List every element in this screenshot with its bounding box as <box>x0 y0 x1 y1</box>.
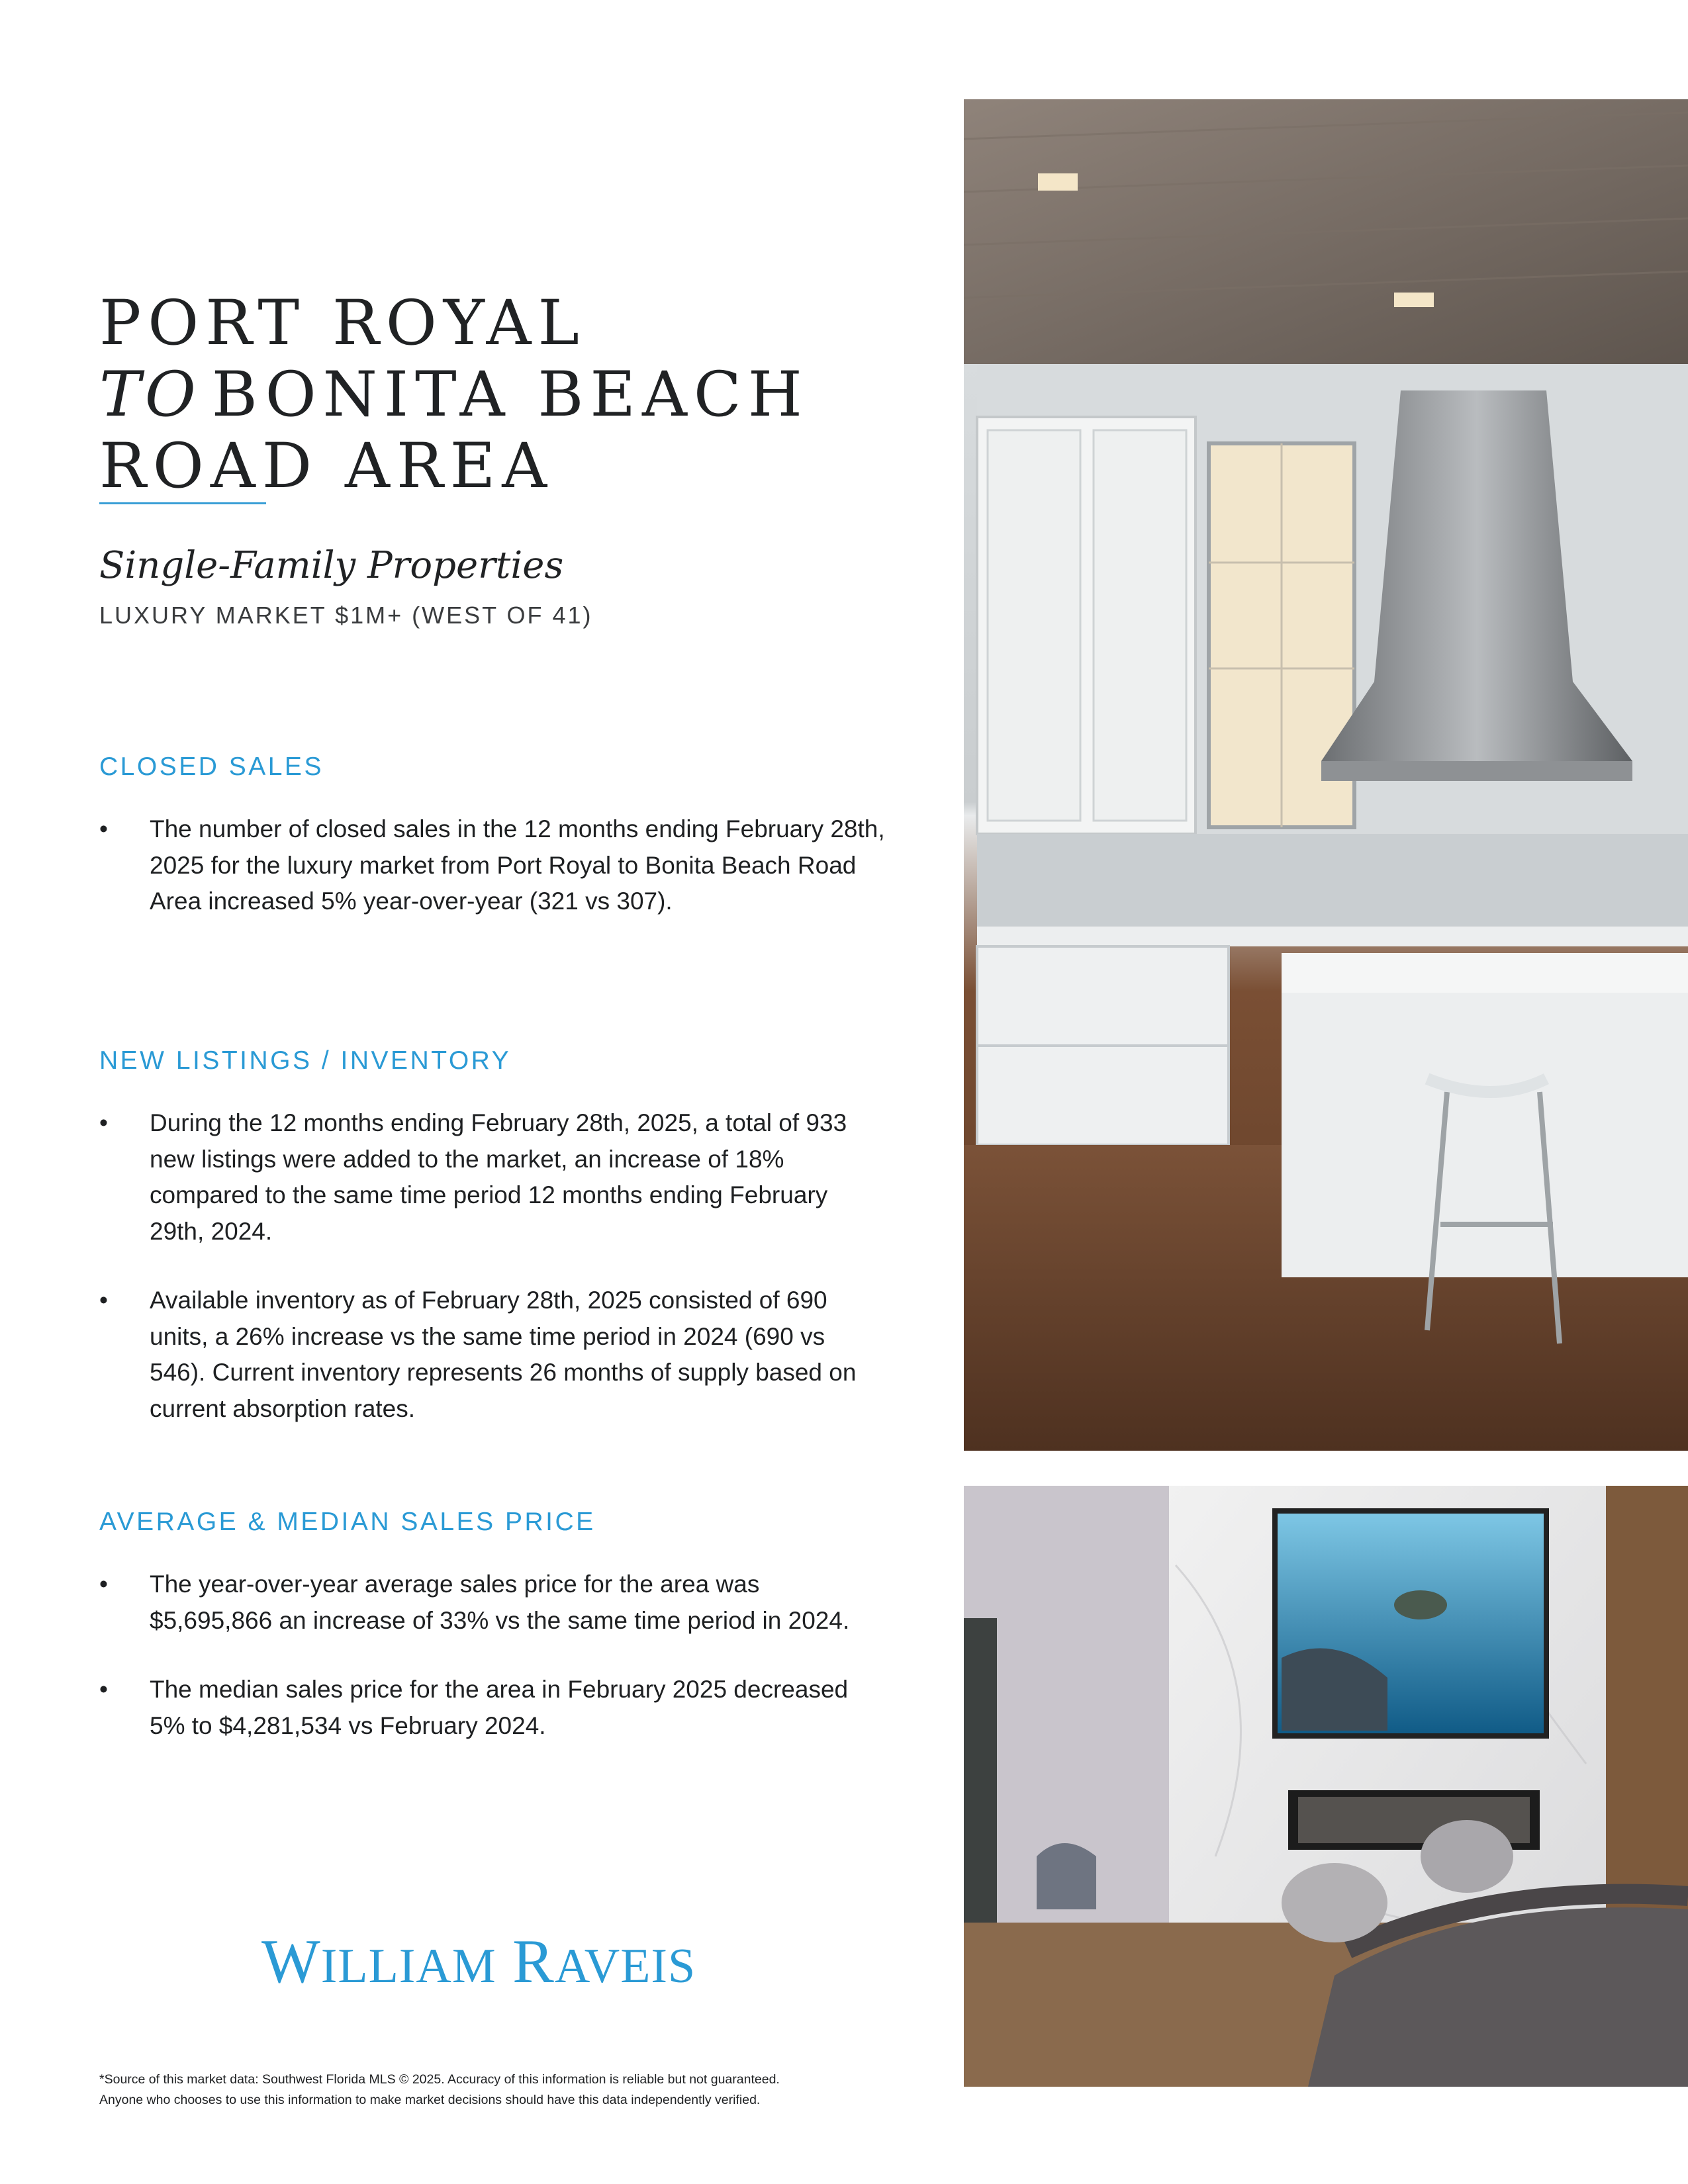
subtitle: Single-Family Properties <box>99 544 564 587</box>
closed-sales-list <box>99 811 887 953</box>
bullet-text: The median sales price for the area in February 2025 decreased 5% to $4,281,534 vs February 2024. <box>150 1676 849 1739</box>
logo-aveis: AVEIS <box>554 1939 696 1993</box>
footnote-line-2: Anyone who chooses to use this information to make market decisions should have this data independently verified. <box>99 2093 761 2107</box>
title-divider <box>99 502 266 504</box>
market-label: LUXURY MARKET $1M+ (WEST OF 41) <box>99 602 593 629</box>
title-line-1: PORT ROYAL <box>99 287 586 359</box>
bullet-marker: • <box>99 1676 108 1703</box>
bullet-marker: • <box>99 815 108 842</box>
section-heading-sales-price: AVERAGE & MEDIAN SALES PRICE <box>99 1508 596 1536</box>
bullet-text: The number of closed sales in the 12 months ending February 28th, 2025 for the luxury market from Port Royal to Bonita Beach Road Area increased 5% year-over-year (321 vs 307). <box>150 815 885 915</box>
kitchen-illustration <box>964 99 1688 1451</box>
list-item <box>99 811 887 920</box>
report-column <box>99 0 894 2184</box>
bullet-marker: • <box>99 1287 108 1314</box>
list-item <box>99 1672 887 1744</box>
new-listings-list <box>99 1105 887 1460</box>
bullet-text: The year-over-year average sales price for the area was $5,695,866 an increase of 33% vs the same time period in 2024. <box>150 1570 850 1634</box>
kitchen-photo <box>964 99 1688 1451</box>
bullet-marker: • <box>99 1570 108 1598</box>
section-heading-closed-sales: CLOSED SALES <box>99 752 324 781</box>
bullet-text: Available inventory as of February 28th, 2025 consisted of 690 units, a 26% increase vs the same time period in 2024 (690 vs 546). Current inventory represents 26 months of supply based on current absorption rates. <box>150 1287 857 1422</box>
title-line-2 <box>99 359 894 431</box>
title-line-3: ROAD AREA <box>99 430 554 502</box>
logo-r: R <box>512 1927 555 1996</box>
logo-illiam: ILLIAM <box>320 1939 496 1993</box>
list-item <box>99 1283 887 1427</box>
list-item <box>99 1105 887 1250</box>
title-to: TO <box>99 358 200 431</box>
logo-w: W <box>261 1927 321 1996</box>
title-line-2-rest: BONITA BEACH <box>211 358 809 431</box>
bullet-text: During the 12 months ending February 28th, 2025, a total of 933 new listings were added to the market, an increase of 18% compared to the same time period 12 months ending February 29th, 2024. <box>150 1109 847 1245</box>
list-item <box>99 1567 887 1639</box>
lounge-photo <box>964 1486 1688 2087</box>
lounge-illustration <box>964 1486 1688 2087</box>
sales-price-list <box>99 1567 887 1777</box>
section-heading-new-listings: NEW LISTINGS / INVENTORY <box>99 1046 512 1075</box>
page-title <box>99 288 894 502</box>
bullet-marker: • <box>99 1109 108 1136</box>
source-footnote <box>99 2070 960 2111</box>
footnote-line-1: *Source of this market data: Southwest Florida MLS © 2025. Accuracy of this information is reliable but not guaranteed. <box>99 2072 780 2087</box>
william-raveis-logo <box>261 1926 696 1997</box>
